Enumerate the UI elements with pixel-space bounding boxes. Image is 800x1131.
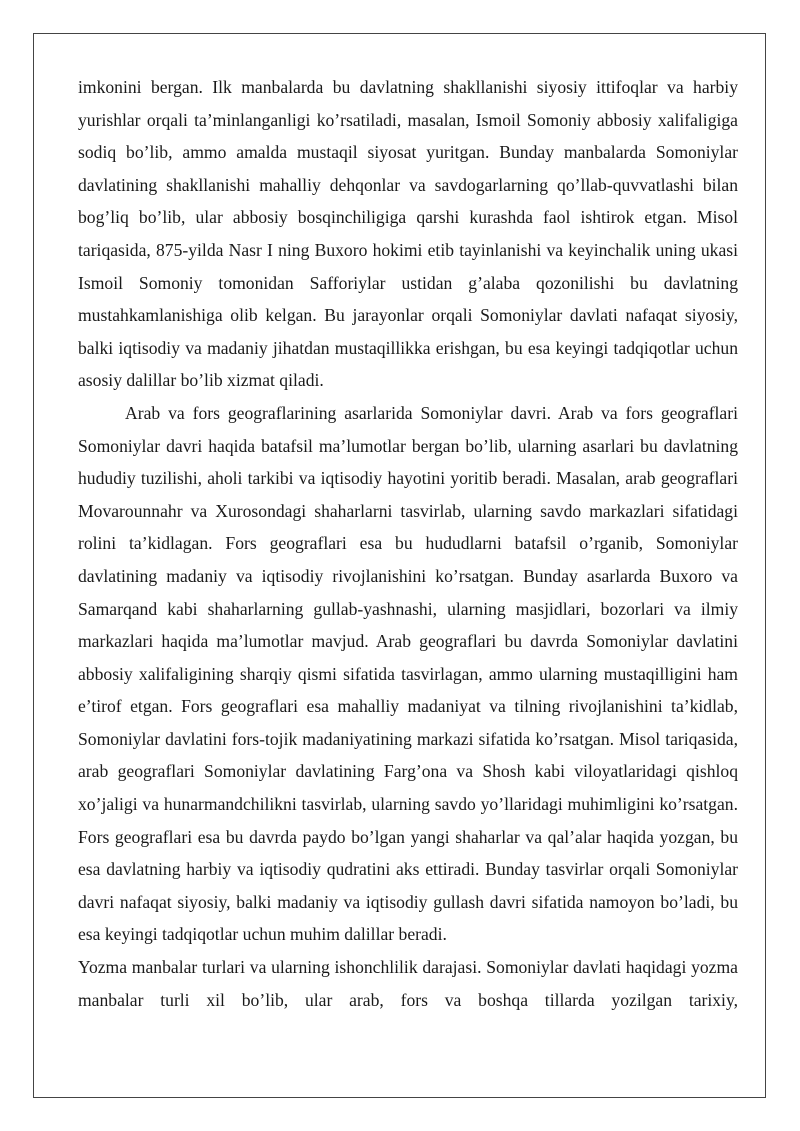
document-body (78, 71, 738, 1016)
paragraph: Arab va fors geograflarining asarlarida Somoniylar davri. Arab va fors geograflari Somoniylar davri haqida batafsil ma’lumotlar bergan bo’lib, ularning asarlari bu davlatning hududiy tuzilishi, aholi tarkibi va iqtisodiy hayotini yoritib beradi. Masalan, arab geograflari Movarounnahr va Xurosondagi shaharlarni tasvirlab, ularning savdo markazlari sifatidagi rolini ta’kidlagan. Fors geograflari esa bu hududlarni batafsil o’rganib, Somoniylar davlatining madaniy va iqtisodiy rivojlanishini ko’rsatgan. Bunday asarlarda Buxoro va Samarqand kabi shaharlarning gullab-yashnashi, ularning masjidlari, bozorlari va ilmiy markazlari haqida ma’lumotlar mavjud. Arab geograflari bu davrda Somoniylar davlatini abbosiy xalifaligining sharqiy qismi sifatida tasvirlagan, ammo ularning mustaqilligini ham e’tirof etgan. Fors geograflari esa mahalliy madaniyat va tilning rivojlanishini ta’kidlab, Somoniylar davlatini fors-tojik madaniyatining markazi sifatida ko’rsatgan. Misol tariqasida, arab geograflari Somoniylar davlatining Farg’ona va Shosh kabi viloyatlaridagi qishloq xo’jaligi va hunarmandchilikni tasvirlab, ularning savdo yo’llaridagi muhimligini ko’rsatgan. Fors geograflari esa bu davrda paydo bo’lgan yangi shaharlar va qal’alar haqida yozgan, bu esa davlatning harbiy va iqtisodiy qudratini aks ettiradi. Bunday tasvirlar orqali Somoniylar davri nafaqat siyosiy, balki madaniy va iqtisodiy gullash davri sifatida namoyon bo’ladi, bu esa keyingi tadqiqotlar uchun muhim dalillar beradi. (78, 402, 738, 945)
paragraph: Yozma manbalar turlari va ularning ishonchlilik darajasi. Somoniylar davlati haqidagi yozma manbalar turli xil bo’lib, ular arab, fors va boshqa tillarda yozilgan tarixiy, (78, 957, 738, 1010)
paragraph: imkonini bergan. Ilk manbalarda bu davlatning shakllanishi siyosiy ittifoqlar va harbiy yurishlar orqali ta’minlanganligi ko’rsatiladi, masalan, Ismoil Somoniy abbosiy xalifaligiga sodiq bo’lib, ammo amalda mustaqil siyosat yuritgan. Bunday manbalarda Somoniylar davlatining shakllanishi mahalliy dehqonlar va savdogarlarning qo’llab-quvvatlashi bilan bog’liq bo’lib, ular abbosiy bosqinchiligiga qarshi kurashda faol ishtirok etgan. Misol tariqasida, 875-yilda Nasr I ning Buxoro hokimi etib tayinlanishi va keyinchalik uning ukasi Ismoil Somoniy tomonidan Safforiylar ustidan g’alaba qozonilishi bu davlatning mustahkamlanishiga olib kelgan. Bu jarayonlar orqali Somoniylar davlati nafaqat siyosiy, balki iqtisodiy va madaniy jihatdan mustaqillikka erishgan, bu esa keyingi tadqiqotlar uchun asosiy dalillar bo’lib xizmat qiladi. (78, 77, 738, 391)
